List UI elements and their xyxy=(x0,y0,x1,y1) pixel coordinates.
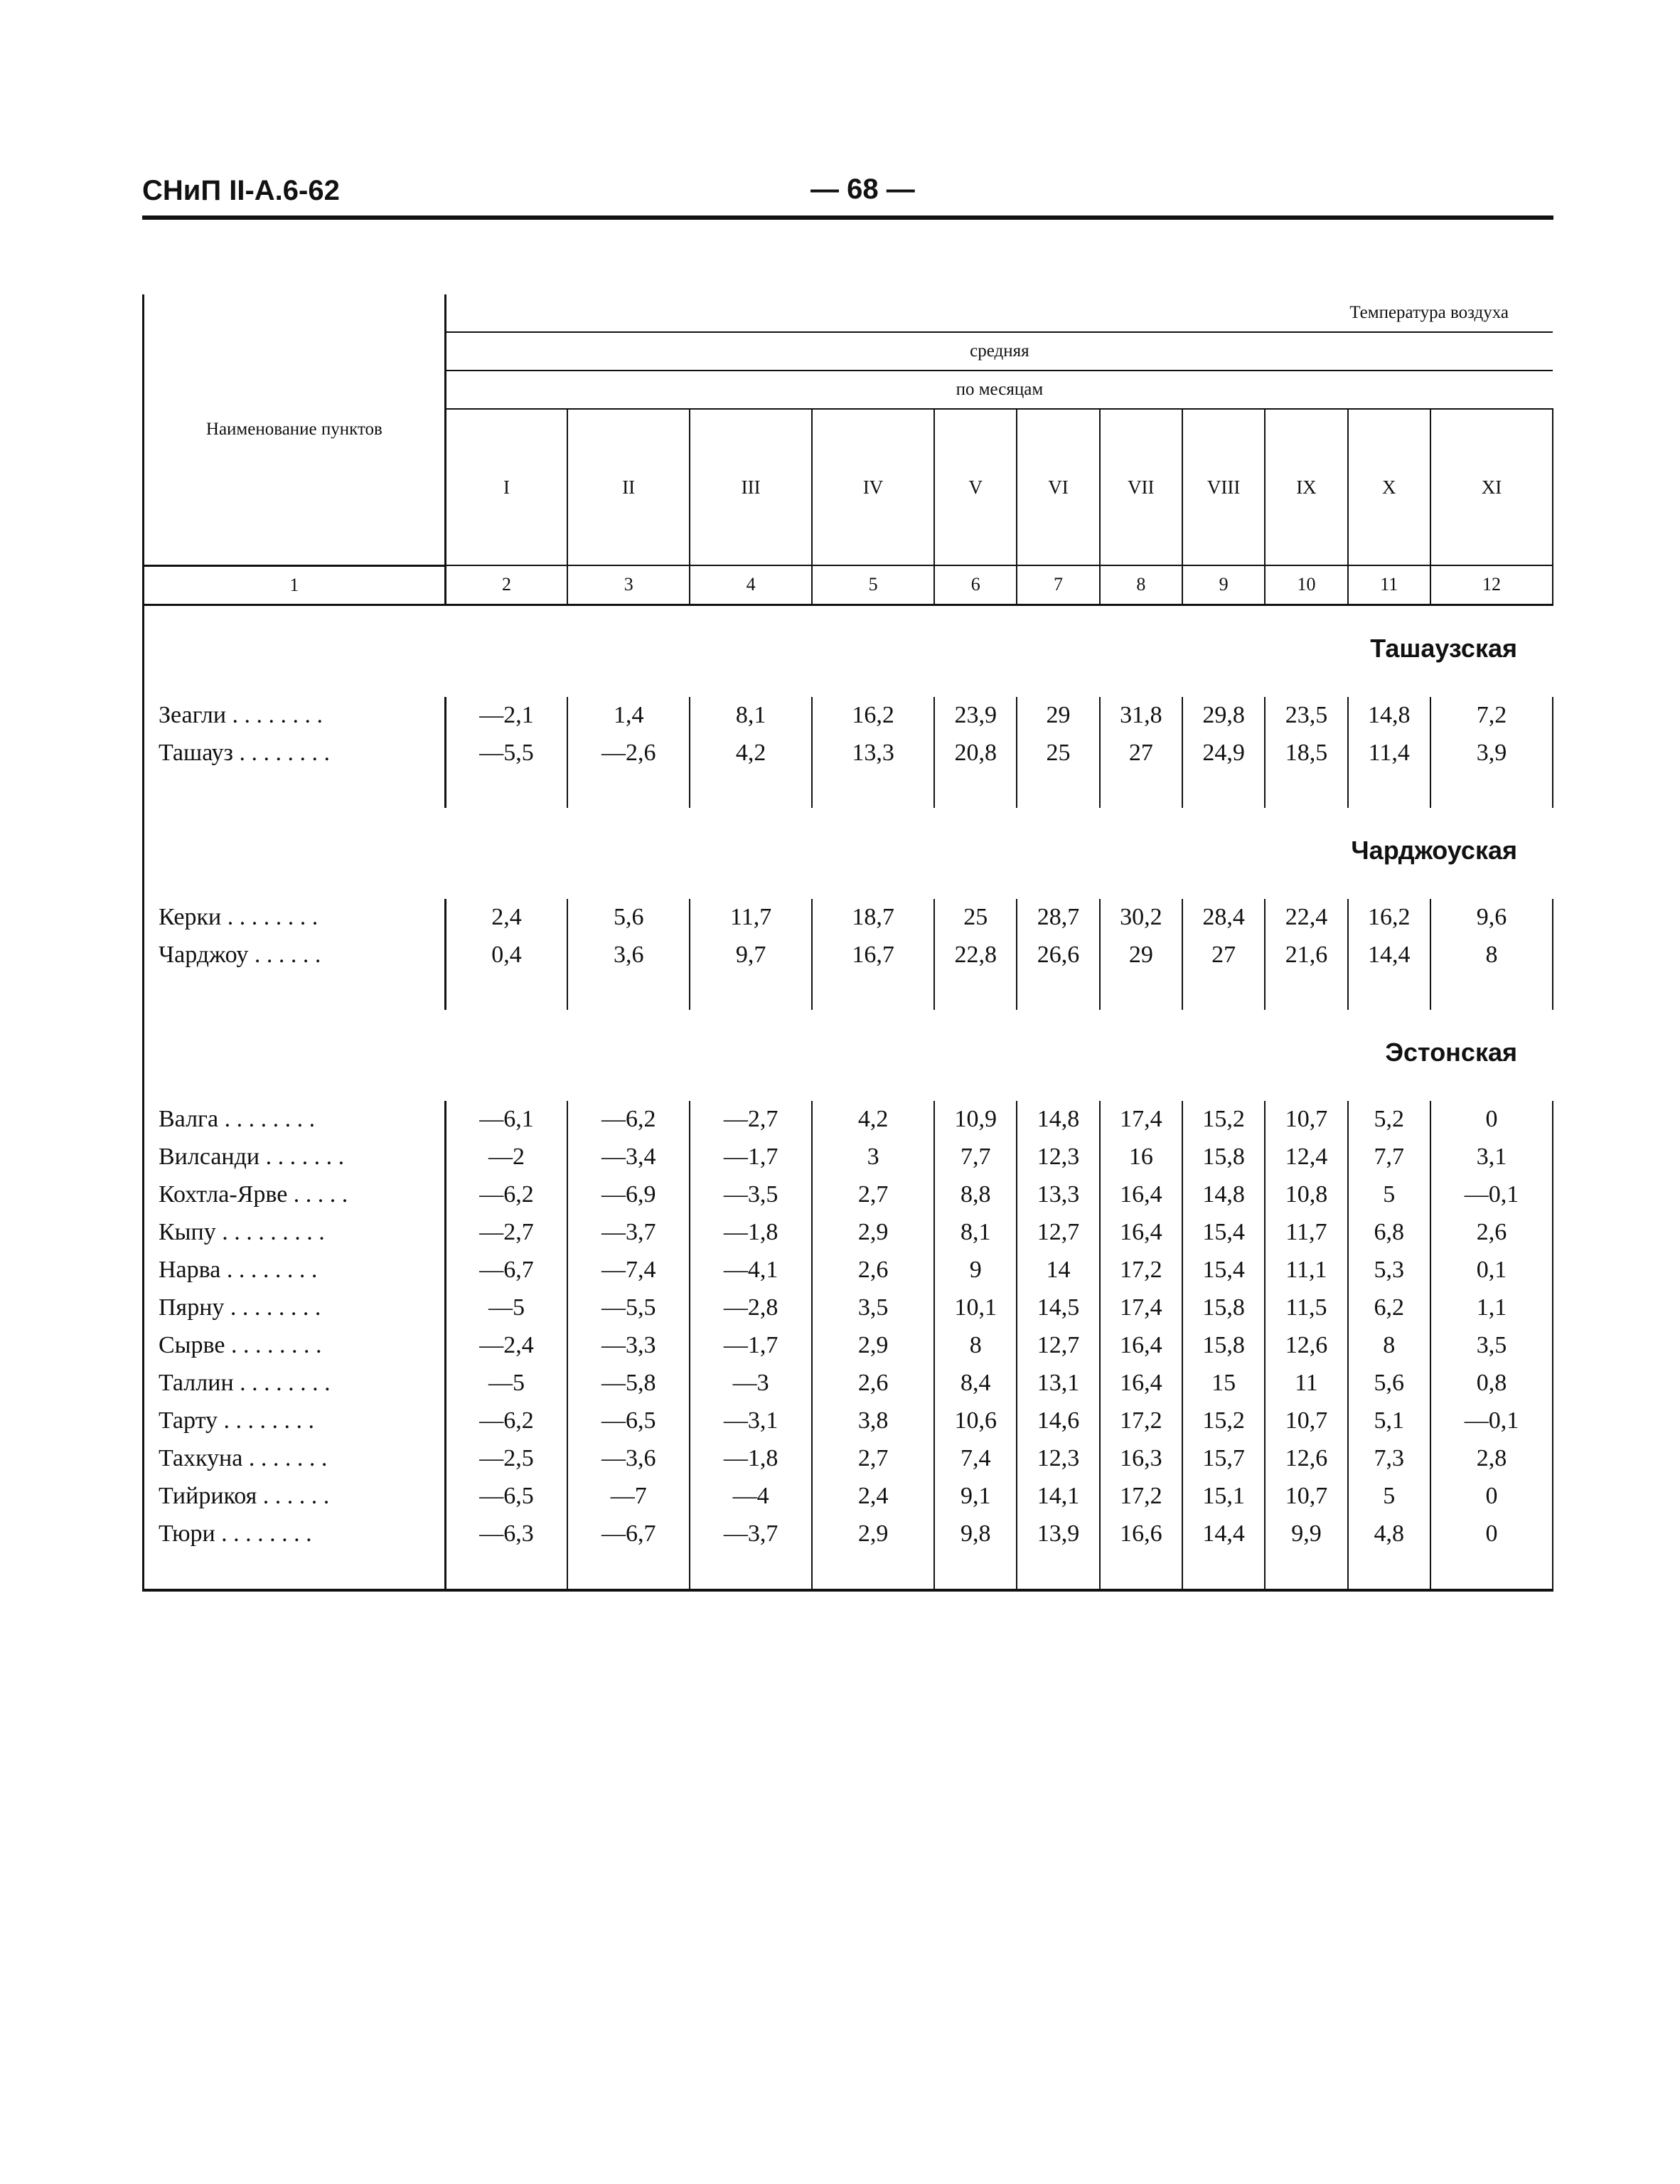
temperature-cell: 29 xyxy=(1100,937,1182,974)
temperature-cell: —6,5 xyxy=(567,1402,690,1440)
temperature-cell: 28,7 xyxy=(1017,899,1099,937)
temperature-cell: 7,7 xyxy=(1348,1139,1430,1176)
temperature-cell: 14,8 xyxy=(1182,1176,1265,1214)
gap-cell xyxy=(1182,974,1265,1010)
bottom-rule-cell xyxy=(144,1590,1553,1592)
temperature-cell: 0 xyxy=(1430,1101,1553,1139)
gap-cell xyxy=(812,1553,934,1590)
temperature-cell: 15,4 xyxy=(1182,1252,1265,1289)
temperature-cell: 30,2 xyxy=(1100,899,1182,937)
temperature-cell: 9,9 xyxy=(1265,1516,1347,1553)
gap-cell xyxy=(1348,974,1430,1010)
temperature-cell: 2,9 xyxy=(812,1214,934,1252)
temperature-cell: 13,3 xyxy=(1017,1176,1099,1214)
station-name: Валга . . . . . . . . xyxy=(144,1101,446,1139)
station-name: Тахкуна . . . . . . . xyxy=(144,1440,446,1478)
column-header-name: Наименование пунктов xyxy=(144,294,446,565)
temperature-cell: 2,7 xyxy=(812,1440,934,1478)
temperature-cell: 17,4 xyxy=(1100,1101,1182,1139)
temperature-cell: 8,4 xyxy=(934,1365,1017,1402)
gap-cell xyxy=(812,974,934,1010)
table-row xyxy=(144,1365,1553,1402)
temperature-cell: 9,7 xyxy=(690,937,812,974)
temperature-cell: 27 xyxy=(1182,937,1265,974)
temperature-cell: 2,6 xyxy=(812,1365,934,1402)
temperature-cell: 5,2 xyxy=(1348,1101,1430,1139)
column-number: 6 xyxy=(934,565,1017,604)
gap-cell xyxy=(1430,772,1553,808)
temperature-cell: 20,8 xyxy=(934,735,1017,772)
temperature-cell: —2,8 xyxy=(690,1289,812,1327)
temperature-cell: 12,6 xyxy=(1265,1440,1347,1478)
region-row xyxy=(144,1010,1553,1101)
temperature-cell: 3 xyxy=(812,1139,934,1176)
gap-cell xyxy=(1348,772,1430,808)
temperature-cell: 10,6 xyxy=(934,1402,1017,1440)
temperature-cell: —0,1 xyxy=(1430,1176,1553,1214)
column-numbers-row xyxy=(144,565,1553,604)
temperature-cell: —5,5 xyxy=(567,1289,690,1327)
temperature-cell: 15,8 xyxy=(1182,1327,1265,1365)
table-subtitle: средняя xyxy=(445,332,1553,371)
temperature-cell: 13,9 xyxy=(1017,1516,1099,1553)
temperature-cell: 12,7 xyxy=(1017,1214,1099,1252)
temperature-cell: 10,8 xyxy=(1265,1176,1347,1214)
temperature-cell: —2,4 xyxy=(445,1327,567,1365)
temperature-cell: 17,4 xyxy=(1100,1289,1182,1327)
temperature-cell: 8,1 xyxy=(934,1214,1017,1252)
temperature-cell: 18,7 xyxy=(812,899,934,937)
temperature-cell: 16,4 xyxy=(1100,1214,1182,1252)
temperature-cell: 29 xyxy=(1017,697,1099,735)
temperature-cell: 1,4 xyxy=(567,697,690,735)
gap-cell xyxy=(690,974,812,1010)
temperature-cell: —3,7 xyxy=(690,1516,812,1553)
temperature-cell: 27 xyxy=(1100,735,1182,772)
page-number: — 68 — xyxy=(810,174,915,205)
temperature-cell: 15,2 xyxy=(1182,1101,1265,1139)
temperature-cell: —6,3 xyxy=(445,1516,567,1553)
temperature-cell: 14,4 xyxy=(1182,1516,1265,1553)
temperature-cell: 15,8 xyxy=(1182,1289,1265,1327)
temperature-cell: 28,4 xyxy=(1182,899,1265,937)
temperature-cell: —3,7 xyxy=(567,1214,690,1252)
station-name: Тийрикоя . . . . . . xyxy=(144,1478,446,1516)
temperature-cell: 22,8 xyxy=(934,937,1017,974)
temperature-cell: 21,6 xyxy=(1265,937,1347,974)
temperature-cell: 14,5 xyxy=(1017,1289,1099,1327)
temperature-cell: —1,8 xyxy=(690,1214,812,1252)
temperature-cell: 0,8 xyxy=(1430,1365,1553,1402)
temperature-cell: 13,3 xyxy=(812,735,934,772)
month-header: III xyxy=(690,409,812,565)
gap-cell xyxy=(567,974,690,1010)
column-number: 4 xyxy=(690,565,812,604)
temperature-cell: 0 xyxy=(1430,1478,1553,1516)
table-row xyxy=(144,937,1553,974)
temperature-cell: 4,2 xyxy=(690,735,812,772)
temperature-cell: 10,7 xyxy=(1265,1101,1347,1139)
temperature-cell: 3,9 xyxy=(1430,735,1553,772)
station-name: Таллин . . . . . . . . xyxy=(144,1365,446,1402)
temperature-cell: —2,7 xyxy=(445,1214,567,1252)
temperature-cell: —0,1 xyxy=(1430,1402,1553,1440)
column-number: 5 xyxy=(812,565,934,604)
temperature-cell: 17,2 xyxy=(1100,1252,1182,1289)
temperature-cell: 9 xyxy=(934,1252,1017,1289)
station-name: Вилсанди . . . . . . . xyxy=(144,1139,446,1176)
temperature-cell: 23,9 xyxy=(934,697,1017,735)
table-row xyxy=(144,1252,1553,1289)
table-row xyxy=(144,1516,1553,1553)
region-row xyxy=(144,808,1553,899)
temperature-cell: —3,1 xyxy=(690,1402,812,1440)
temperature-cell: —5,8 xyxy=(567,1365,690,1402)
table-row xyxy=(144,1402,1553,1440)
temperature-cell: 5,1 xyxy=(1348,1402,1430,1440)
gap-cell xyxy=(934,772,1017,808)
temperature-cell: 4,2 xyxy=(812,1101,934,1139)
table-row xyxy=(144,1101,1553,1139)
gap-cell xyxy=(1265,1553,1347,1590)
month-header: VII xyxy=(1100,409,1182,565)
temperature-cell: —6,9 xyxy=(567,1176,690,1214)
temperature-cell: 15,2 xyxy=(1182,1402,1265,1440)
gap-cell xyxy=(1017,1553,1099,1590)
station-name: Кыпу . . . . . . . . . xyxy=(144,1214,446,1252)
month-header: X xyxy=(1348,409,1430,565)
temperature-cell: —5 xyxy=(445,1289,567,1327)
temperature-cell: 17,2 xyxy=(1100,1478,1182,1516)
temperature-cell: 16,7 xyxy=(812,937,934,974)
gap-cell xyxy=(1265,772,1347,808)
temperature-cell: 10,9 xyxy=(934,1101,1017,1139)
table-row xyxy=(144,1214,1553,1252)
temperature-cell: —6,7 xyxy=(567,1516,690,1553)
gap-cell xyxy=(1100,974,1182,1010)
region-row xyxy=(144,604,1553,697)
temperature-cell: 2,4 xyxy=(445,899,567,937)
temperature-cell: 16,2 xyxy=(1348,899,1430,937)
region-spacer xyxy=(144,808,446,899)
temperature-cell: 3,5 xyxy=(812,1289,934,1327)
temperature-cell: 5,6 xyxy=(567,899,690,937)
temperature-cell: 14,6 xyxy=(1017,1402,1099,1440)
gap-cell xyxy=(934,1553,1017,1590)
temperature-cell: —3 xyxy=(690,1365,812,1402)
temperature-cell: 3,5 xyxy=(1430,1327,1553,1365)
temperature-cell: —1,7 xyxy=(690,1327,812,1365)
station-name: Пярну . . . . . . . . xyxy=(144,1289,446,1327)
temperature-cell: 25 xyxy=(934,899,1017,937)
temperature-cell: 8 xyxy=(1430,937,1553,974)
temperature-cell: —4,1 xyxy=(690,1252,812,1289)
temperature-cell: —1,7 xyxy=(690,1139,812,1176)
temperature-cell: —3,5 xyxy=(690,1176,812,1214)
gap-cell xyxy=(445,1553,567,1590)
temperature-cell: —3,6 xyxy=(567,1440,690,1478)
temperature-cell: 5 xyxy=(1348,1176,1430,1214)
temperature-cell: —6,2 xyxy=(445,1402,567,1440)
temperature-cell: 14,1 xyxy=(1017,1478,1099,1516)
temperature-cell: 29,8 xyxy=(1182,697,1265,735)
temperature-cell: 2,6 xyxy=(812,1252,934,1289)
temperature-cell: 10,7 xyxy=(1265,1478,1347,1516)
temperature-cell: 14,8 xyxy=(1348,697,1430,735)
temperature-cell: 5,6 xyxy=(1348,1365,1430,1402)
temperature-cell: —4 xyxy=(690,1478,812,1516)
temperature-cell: —6,2 xyxy=(445,1176,567,1214)
temperature-cell: —2,5 xyxy=(445,1440,567,1478)
temperature-cell: 7,4 xyxy=(934,1440,1017,1478)
temperature-cell: 6,8 xyxy=(1348,1214,1430,1252)
temperature-cell: 11,1 xyxy=(1265,1252,1347,1289)
temperature-cell: 13,1 xyxy=(1017,1365,1099,1402)
month-header: VIII xyxy=(1182,409,1265,565)
station-name: Керки . . . . . . . . xyxy=(144,899,446,937)
temperature-cell: —2 xyxy=(445,1139,567,1176)
temperature-cell: —3,4 xyxy=(567,1139,690,1176)
table-row xyxy=(144,1289,1553,1327)
region-name: Чарджоуская xyxy=(1351,835,1517,865)
temperature-cell: 14 xyxy=(1017,1252,1099,1289)
temperature-cell: 12,6 xyxy=(1265,1327,1347,1365)
table-title: Температура воздуха xyxy=(445,294,1553,332)
column-number: 3 xyxy=(567,565,690,604)
gap-cell xyxy=(1100,772,1182,808)
temperature-cell: 0,1 xyxy=(1430,1252,1553,1289)
temperature-cell: 12,3 xyxy=(1017,1139,1099,1176)
table-row xyxy=(144,697,1553,735)
temperature-cell: 8 xyxy=(1348,1327,1430,1365)
gap-cell xyxy=(567,1553,690,1590)
temperature-cell: —7 xyxy=(567,1478,690,1516)
temperature-cell: —6,2 xyxy=(567,1101,690,1139)
temperature-cell: —7,4 xyxy=(567,1252,690,1289)
temperature-cell: 16,2 xyxy=(812,697,934,735)
gap-cell xyxy=(445,974,567,1010)
temperature-cell: 9,6 xyxy=(1430,899,1553,937)
station-name: Сырве . . . . . . . . xyxy=(144,1327,446,1365)
column-number: 2 xyxy=(445,565,567,604)
temperature-cell: 15 xyxy=(1182,1365,1265,1402)
temperature-cell: 5,3 xyxy=(1348,1252,1430,1289)
temperature-cell: 12,4 xyxy=(1265,1139,1347,1176)
temperature-cell: 14,8 xyxy=(1017,1101,1099,1139)
temperature-cell: 15,7 xyxy=(1182,1440,1265,1478)
month-header: I xyxy=(445,409,567,565)
temperature-cell: 14,4 xyxy=(1348,937,1430,974)
station-name: Зеагли . . . . . . . . xyxy=(144,697,446,735)
column-number: 12 xyxy=(1430,565,1553,604)
column-number: 1 xyxy=(144,565,446,604)
gap-cell xyxy=(1430,974,1553,1010)
temperature-cell: 3,6 xyxy=(567,937,690,974)
temperature-cell: —6,5 xyxy=(445,1478,567,1516)
gap-cell xyxy=(1100,1553,1182,1590)
column-number: 8 xyxy=(1100,565,1182,604)
temperature-cell: 2,8 xyxy=(1430,1440,1553,1478)
gap-cell xyxy=(445,772,567,808)
temperature-cell: 31,8 xyxy=(1100,697,1182,735)
station-name: Тюри . . . . . . . . xyxy=(144,1516,446,1553)
temperature-cell: 2,9 xyxy=(812,1516,934,1553)
temperature-cell: 16,4 xyxy=(1100,1365,1182,1402)
temperature-cell: 11 xyxy=(1265,1365,1347,1402)
table-row xyxy=(144,1478,1553,1516)
temperature-cell: 0,4 xyxy=(445,937,567,974)
temperature-cell: 7,3 xyxy=(1348,1440,1430,1478)
temperature-cell: —1,8 xyxy=(690,1440,812,1478)
temperature-cell: 12,3 xyxy=(1017,1440,1099,1478)
table-row xyxy=(144,1139,1553,1176)
temperature-cell: 17,2 xyxy=(1100,1402,1182,1440)
region-spacer xyxy=(144,604,446,697)
region-name: Эстонская xyxy=(1385,1037,1517,1067)
temperature-cell: 16,3 xyxy=(1100,1440,1182,1478)
temperature-cell: 8,8 xyxy=(934,1176,1017,1214)
temperature-cell: 2,4 xyxy=(812,1478,934,1516)
column-number: 7 xyxy=(1017,565,1099,604)
gap-cell xyxy=(1182,772,1265,808)
station-name: Нарва . . . . . . . . xyxy=(144,1252,446,1289)
gap-cell xyxy=(812,772,934,808)
temperature-cell: —2,6 xyxy=(567,735,690,772)
table-row xyxy=(144,1440,1553,1478)
temperature-cell: 1,1 xyxy=(1430,1289,1553,1327)
temperature-cell: 15,4 xyxy=(1182,1214,1265,1252)
region-gap xyxy=(144,1553,1553,1590)
temperature-cell: 6,2 xyxy=(1348,1289,1430,1327)
temperature-cell: 5 xyxy=(1348,1478,1430,1516)
temperature-cell: 11,7 xyxy=(690,899,812,937)
gap-cell xyxy=(1017,974,1099,1010)
temperature-cell: —6,7 xyxy=(445,1252,567,1289)
region-gap xyxy=(144,974,1553,1010)
temperature-table xyxy=(142,294,1553,1592)
temperature-cell: —5,5 xyxy=(445,735,567,772)
temperature-cell: 22,4 xyxy=(1265,899,1347,937)
station-name: Тарту . . . . . . . . xyxy=(144,1402,446,1440)
temperature-cell: 16,4 xyxy=(1100,1176,1182,1214)
temperature-cell: 10,1 xyxy=(934,1289,1017,1327)
month-header: IX xyxy=(1265,409,1347,565)
temperature-cell: 25 xyxy=(1017,735,1099,772)
gap-cell xyxy=(934,974,1017,1010)
temperature-cell: 10,7 xyxy=(1265,1402,1347,1440)
temperature-cell: 16 xyxy=(1100,1139,1182,1176)
region-name: Ташаузская xyxy=(1370,633,1517,663)
column-number: 10 xyxy=(1265,565,1347,604)
region-spacer xyxy=(144,1010,446,1101)
temperature-cell: 7,7 xyxy=(934,1139,1017,1176)
month-header: VI xyxy=(1017,409,1099,565)
gap-cell xyxy=(690,772,812,808)
temperature-cell: 4,8 xyxy=(1348,1516,1430,1553)
temperature-cell: 23,5 xyxy=(1265,697,1347,735)
temperature-cell: 0 xyxy=(1430,1516,1553,1553)
temperature-cell: —5 xyxy=(445,1365,567,1402)
temperature-cell: 12,7 xyxy=(1017,1327,1099,1365)
gap-cell xyxy=(144,772,446,808)
table-row xyxy=(144,1327,1553,1365)
temperature-cell: 15,8 xyxy=(1182,1139,1265,1176)
table-subsubtitle: по месяцам xyxy=(445,371,1553,409)
gap-cell xyxy=(1348,1553,1430,1590)
temperature-cell: 3,8 xyxy=(812,1402,934,1440)
table-row xyxy=(144,1176,1553,1214)
temperature-cell: —3,3 xyxy=(567,1327,690,1365)
temperature-cell: 11,5 xyxy=(1265,1289,1347,1327)
gap-cell xyxy=(144,974,446,1010)
temperature-cell: 15,1 xyxy=(1182,1478,1265,1516)
column-number: 11 xyxy=(1348,565,1430,604)
temperature-cell: 16,6 xyxy=(1100,1516,1182,1553)
temperature-cell: 7,2 xyxy=(1430,697,1553,735)
table-row xyxy=(144,735,1553,772)
station-name: Кохтла-Ярве . . . . . xyxy=(144,1176,446,1214)
temperature-cell: 26,6 xyxy=(1017,937,1099,974)
station-name: Ташауз . . . . . . . . xyxy=(144,735,446,772)
gap-cell xyxy=(1430,1553,1553,1590)
gap-cell xyxy=(1265,974,1347,1010)
temperature-cell: 8,1 xyxy=(690,697,812,735)
month-header: IV xyxy=(812,409,934,565)
temperature-cell: 2,6 xyxy=(1430,1214,1553,1252)
temperature-cell: 16,4 xyxy=(1100,1327,1182,1365)
month-header: V xyxy=(934,409,1017,565)
gap-cell xyxy=(1182,1553,1265,1590)
header-rule xyxy=(142,215,1553,220)
station-name: Чарджоу . . . . . . xyxy=(144,937,446,974)
gap-cell xyxy=(567,772,690,808)
gap-cell xyxy=(144,1553,446,1590)
temperature-cell: 2,9 xyxy=(812,1327,934,1365)
temperature-cell: 24,9 xyxy=(1182,735,1265,772)
month-header: II xyxy=(567,409,690,565)
table-bottom-rule xyxy=(144,1590,1553,1592)
temperature-cell: —2,1 xyxy=(445,697,567,735)
temperature-cell: 9,1 xyxy=(934,1478,1017,1516)
temperature-cell: 8 xyxy=(934,1327,1017,1365)
column-number: 9 xyxy=(1182,565,1265,604)
temperature-cell: 18,5 xyxy=(1265,735,1347,772)
gap-cell xyxy=(690,1553,812,1590)
month-header: XI xyxy=(1430,409,1553,565)
region-gap xyxy=(144,772,1553,808)
temperature-cell: 11,7 xyxy=(1265,1214,1347,1252)
temperature-cell: 3,1 xyxy=(1430,1139,1553,1176)
table-row xyxy=(144,899,1553,937)
temperature-cell: 11,4 xyxy=(1348,735,1430,772)
temperature-cell: —2,7 xyxy=(690,1101,812,1139)
gap-cell xyxy=(1017,772,1099,808)
temperature-cell: 9,8 xyxy=(934,1516,1017,1553)
document-code: СНиП II-А.6-62 xyxy=(142,175,340,206)
temperature-cell: 2,7 xyxy=(812,1176,934,1214)
temperature-cell: —6,1 xyxy=(445,1101,567,1139)
